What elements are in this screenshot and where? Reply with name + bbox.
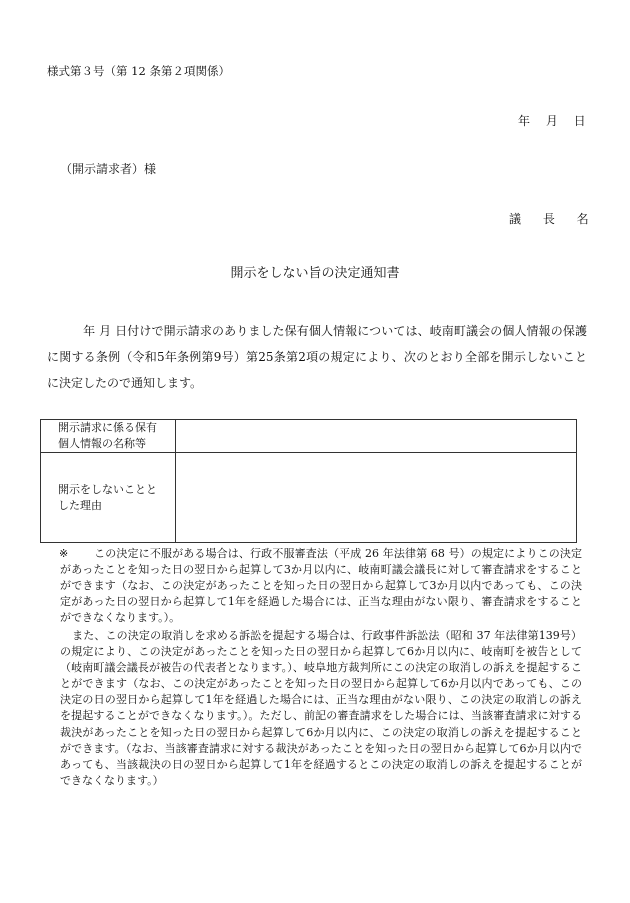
table-row-label: 開示請求に係る保有 個人情報の名称等 — [58, 421, 157, 450]
body-paragraph — [47, 318, 587, 396]
column-divider — [175, 452, 176, 542]
body-text: 年 月 日付けで開示請求のありました保有個人情報については、岐南町議会の個人情報の保護に関する条例（令和5年条例第9号）第25条第2項の規定により、次のとおり全部を開示しないことに決定したので通知します。 — [47, 324, 587, 390]
note-text-2: また、この決定の取消しを求める訴訟を提起する場合は、行政事件訴訟法（昭和 37 年法律第139号）の規定により、この決定があったことを知った日の翌日から起算して6か月以内に、岐南町を被告として（岐南町議会議長が被告の代表者となります。）、岐阜地方裁判所にこの決定の取消しの訴えを提起することができます（なお、この決定があったことを知った日の翌日から起算して6か月以内であっても、この決定の日の翌日から起算して1年を経過した場合には、正当な理由がない限り、この決定の取消しの訴えを提起することができなくなります。）。ただし、前記の審査請求をした場合には、当該審査請求に対する裁決があったことを知った日の翌日から起算して6か月以内に、この決定の取消しの訴えを提起することができます。（なお、当該審査請求に対する裁決があったことを知った日の翌日から起算して6か月以内であっても、当該裁決の日の翌日から起算して1年を経過するとこの決定の取消しの訴えを提起することができなくなります。） — [60, 629, 582, 787]
document-title: 開示をしない旨の決定通知書 — [230, 266, 400, 281]
form-number: 様式第３号（第 12 条第２項関係） — [47, 64, 230, 78]
recipient-name: （開示請求者）様 — [60, 162, 157, 176]
table-row — [41, 452, 576, 542]
note-paragraph-2 — [60, 628, 582, 789]
sender-name: 議 長 名 — [509, 212, 598, 226]
table-row-label: 開示をしないことと した理由 — [58, 483, 157, 512]
note-text-1: この決定に不服がある場合は、行政不服審査法（平成 26 年法律第 68 号）の規定によりこの決定があったことを知った日の翌日から起算して3か月以内に、岐南町議会議長に対して審査請求をすることができます（なお、この決定があったことを知った日の翌日から起算して3か月以内であっても、この決定があった日の翌日から起算して1年を経過した場合には、正当な理由がない限り、審査請求をすることができなくなります。）。 — [60, 547, 582, 625]
column-divider — [175, 420, 176, 452]
table-row — [41, 420, 576, 453]
info-table — [40, 419, 577, 543]
note-mark: ※ — [59, 547, 69, 560]
date-line: 年 月 日 — [518, 114, 592, 128]
note-paragraph-1 — [60, 546, 582, 626]
